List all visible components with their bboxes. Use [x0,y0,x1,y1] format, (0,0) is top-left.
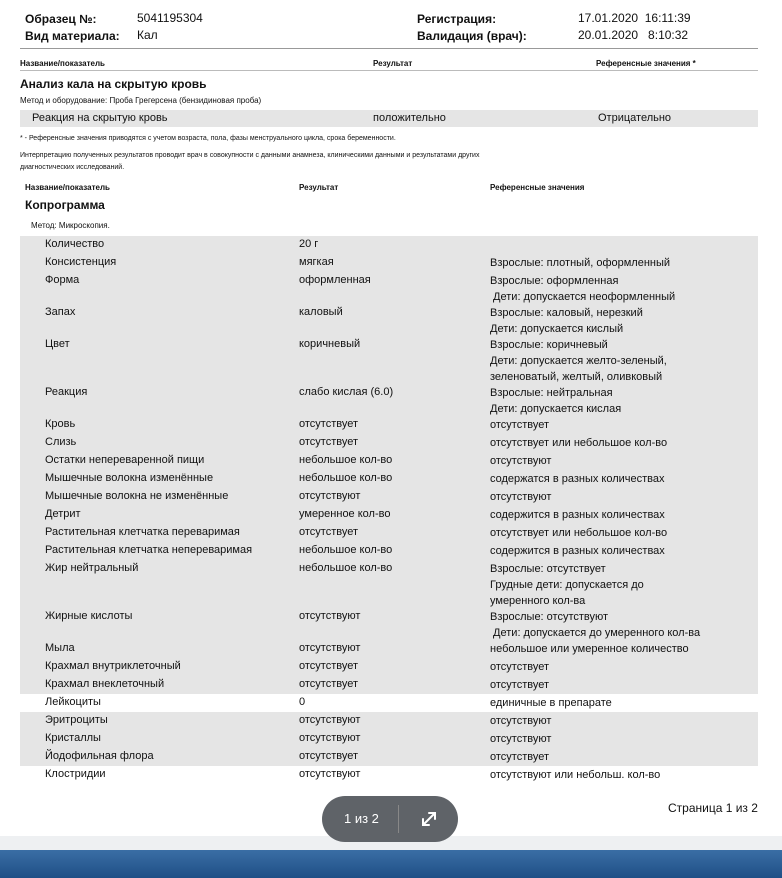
table-row [20,676,758,694]
material-value: Кал [137,28,158,42]
row-name: Консистенция [45,256,117,268]
row-name: Крахмал внеклеточный [45,678,165,690]
row-result: отсутствуют [299,610,361,622]
row-name: Мыла [45,642,75,654]
validation-value: 20.01.2020 8:10:32 [578,28,689,42]
row-ref: отсутствуют [490,455,552,467]
row-name: Растительная клетчатка переваримая [45,526,240,538]
row-name: Форма [45,274,80,286]
row-name: Крахмал внутриклеточный [45,660,181,672]
section2-title: Копрограмма [25,198,105,212]
row-name: Эритроциты [45,714,108,726]
row-ref: содержится в разных количествах [490,545,665,557]
table-row [20,336,758,384]
table-row [20,254,758,272]
row-ref: отсутствует [490,419,550,431]
row-name: Лейкоциты [45,696,101,708]
row-name: Жирные кислоты [45,610,133,622]
col2-name-header: Название/показатель [25,183,110,192]
table-row [20,434,758,452]
table-row [20,452,758,470]
registration-label: Регистрация: [417,12,497,26]
registration-value: 17.01.2020 16:11:39 [578,11,691,25]
table-row [20,560,758,608]
row-name: Цвет [45,338,70,350]
row-result: умеренное кол-во [299,508,391,520]
row-name: Реакция [45,386,88,398]
table-row [20,416,758,434]
row-result: отсутствует [299,418,359,430]
row-result: отсутствует [299,750,359,762]
row-result: положительно [373,112,446,124]
interpretation-line-2: диагностических исследований. [20,164,125,171]
pager-divider [398,805,399,833]
section1-title: Анализ кала на скрытую кровь [20,77,207,91]
row-result: отсутствуют [299,490,361,502]
row-result: небольшое кол-во [299,454,393,466]
table-row [20,694,758,712]
sample-value: 5041195304 [137,11,203,25]
row-result: коричневый [299,338,361,350]
row-ref: Взрослые: плотный, оформленный [490,257,671,269]
row-ref: Взрослые: отсутствуют Дети: допускается до умеренного кол-ва [490,611,701,639]
row-result: 0 [299,696,306,708]
col1-name-header: Название/показатель [20,59,105,68]
row-name: Кристаллы [45,732,101,744]
columns-divider [20,70,758,71]
col1-result-header: Результат [373,59,413,68]
table-row [20,712,758,730]
row-result: мягкая [299,256,334,268]
row-name: Кровь [45,418,76,430]
row-name: Слизь [45,436,77,448]
table-row [20,506,758,524]
table-row [20,470,758,488]
row-result: небольшое кол-во [299,544,393,556]
table-row [20,236,758,254]
row-ref: отсутствует или небольшое кол-во [490,437,668,449]
row-ref: отсутствует [490,679,550,691]
row-result: слабо кислая (6.0) [299,386,394,398]
page-indicator[interactable]: 1 из 2 [344,811,379,826]
row-result: небольшое кол-во [299,562,393,574]
row-ref: небольшое или умеренное количество [490,643,689,655]
row-ref: отсутствует [490,751,550,763]
row-ref: отсутствует или небольшое кол-во [490,527,668,539]
row-ref: единичные в препарате [490,697,612,709]
row-ref: отсутствуют [490,715,552,727]
row-name: Клостридии [45,768,106,780]
row-name: Йодофильная флора [45,750,154,762]
row-result: 20 г [299,238,319,250]
table-row [20,384,758,416]
table-row [20,766,758,784]
table-row [20,730,758,748]
expand-icon[interactable] [418,808,440,830]
table-row [20,524,758,542]
table-row [20,640,758,658]
row-ref: отсутствуют или небольш. кол-во [490,769,661,781]
table-row [20,488,758,506]
section2-method: Метод: Микроскопия. [31,221,110,230]
row-result: отсутствует [299,660,359,672]
material-label: Вид материала: [25,29,120,43]
row-result: небольшое кол-во [299,472,393,484]
row-name: Запах [45,306,76,318]
header-divider [20,48,758,49]
row-result: отсутствует [299,526,359,538]
row-ref: отсутствуют [490,491,552,503]
row-ref: Взрослые: каловый, нерезкий Дети: допускается кислый [490,307,643,335]
row-ref: Взрослые: коричневый Дети: допускается желто-зеленый, зеленоватый, желтый, оливковый [490,339,667,383]
os-taskbar [0,850,782,878]
sample-label: Образец №: [25,12,97,26]
row-result: отсутствуют [299,642,361,654]
row-ref: содержится в разных количествах [490,509,665,521]
table-row [20,304,758,336]
col1-ref-header: Референсные значения * [596,59,696,68]
col2-result-header: Результат [299,183,339,192]
row-result: отсутствует [299,678,359,690]
row-ref: отсутствует [490,661,550,673]
row-name: Жир нейтральный [45,562,139,574]
table-row [20,542,758,560]
row-result: отсутствуют [299,732,361,744]
row-name: Реакция на скрытую кровь [32,112,168,124]
table-row [20,272,758,304]
table-row [20,608,758,640]
footnote: * - Референсные значения приводятся с учетом возраста, пола, фазы менструального цикла, срока беременности. [20,135,396,142]
row-ref: отсутствуют [490,733,552,745]
table-row [20,748,758,766]
row-name: Мышечные волокна изменённые [45,472,214,484]
row-result: оформленная [299,274,371,286]
row-result: отсутствует [299,436,359,448]
row-result: каловый [299,306,343,318]
row-result: отсутствуют [299,768,361,780]
section1-method: Метод и оборудование: Проба Грегерсена (бензидиновая проба) [20,96,262,105]
interpretation-line-1: Интерпретацию полученных результатов проводит врач в совокупности с данными анамнеза, клиническими данными и результатами других [20,152,480,159]
row-name: Растительная клетчатка непереваримая [45,544,253,556]
table-row [20,658,758,676]
row-name: Мышечные волокна не изменённые [45,490,229,502]
table-row [20,110,758,127]
row-ref: Отрицательно [598,112,672,124]
page-navigator [322,796,458,842]
col2-ref-header: Референсные значения [490,183,585,192]
page-number: Страница 1 из 2 [668,801,758,815]
validation-label: Валидация (врач): [417,29,527,43]
row-ref: Взрослые: отсутствует Грудные дети: допускается до умеренного кол-ва [490,563,644,607]
row-result: отсутствуют [299,714,361,726]
row-name: Остатки непереваренной пищи [45,454,205,466]
row-ref: Взрослые: оформленная Дети: допускается неоформленный [490,275,676,303]
row-name: Количество [45,238,105,250]
row-ref: содержатся в разных количествах [490,473,665,485]
row-ref: Взрослые: нейтральная Дети: допускается кислая [490,387,622,415]
row-name: Детрит [45,508,81,520]
